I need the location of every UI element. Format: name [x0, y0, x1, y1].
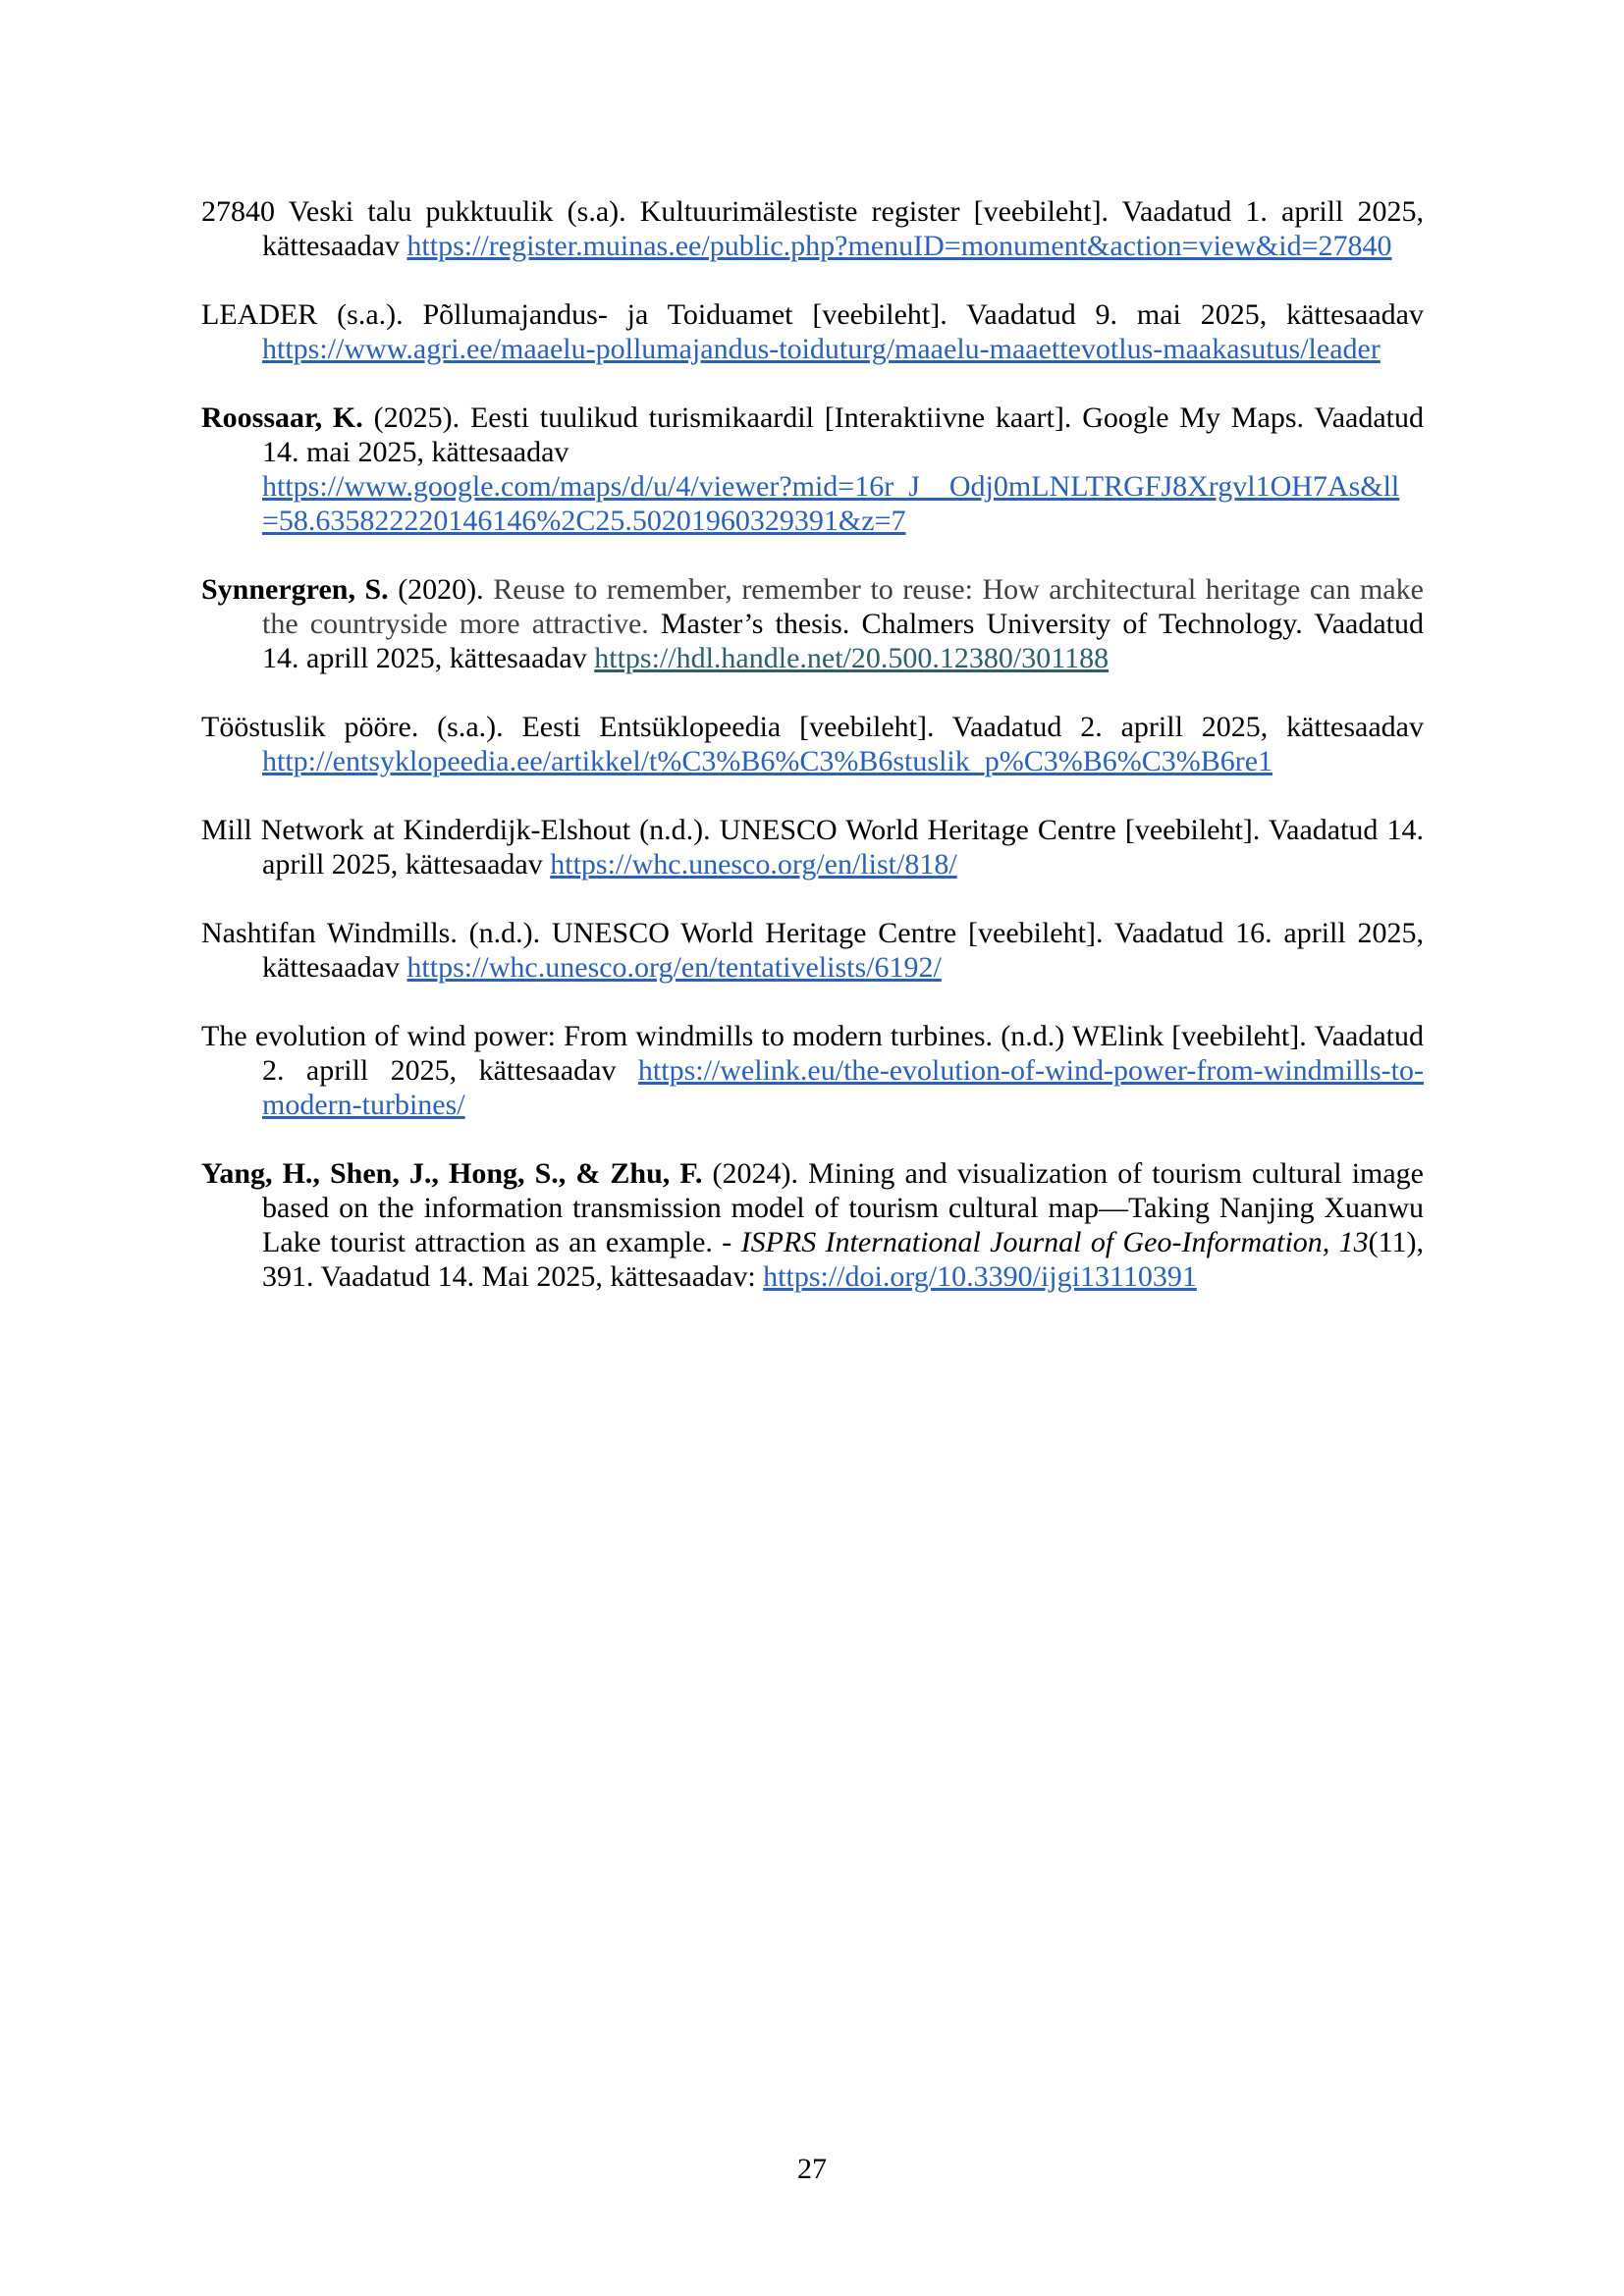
reference-text: aprill 2025, kättesaadav [262, 848, 551, 881]
reference-entry [201, 1019, 1424, 1122]
reference-link[interactable]: modern-turbines/ [262, 1089, 465, 1121]
reference-line [262, 229, 1424, 263]
reference-text: 2. aprill 2025, kättesaadav [262, 1054, 638, 1087]
reference-line [201, 572, 1424, 607]
reference-line [262, 847, 1424, 881]
reference-link[interactable]: http://entsyklopeedia.ee/artikkel/t%C3%B6%C3%B6stuslik_p%C3%B6%C3%B6re1 [262, 745, 1273, 777]
reference-line [201, 194, 1424, 229]
reference-text: Nashtifan Windmills. (n.d.). UNESCO World Heritage Centre [veebileht]. Vaadatud 16. aprill 2025, [201, 917, 1424, 949]
reference-line [262, 1225, 1424, 1259]
reference-text: Tööstuslik pööre. (s.a.). Eesti Entsüklopeedia [veebileht]. Vaadatud 2. aprill 2025, kättesaadav [201, 711, 1424, 743]
reference-text: Master’s thesis. Chalmers University of Technology. Vaadatud [648, 608, 1424, 640]
reference-link[interactable]: https://www.agri.ee/maaelu-pollumajandus-toiduturg/maaelu-maaettevotlus-maakasutus/leader [262, 333, 1380, 365]
page-number: 27 [797, 2153, 827, 2185]
reference-entry [201, 572, 1424, 675]
reference-line [262, 744, 1424, 778]
reference-line [201, 710, 1424, 744]
reference-entry [201, 710, 1424, 778]
reference-text: kättesaadav [262, 951, 407, 984]
reference-line [262, 504, 1424, 538]
reference-text: Lake tourist attraction as an example. - [262, 1226, 741, 1258]
reference-line [262, 1259, 1424, 1294]
reference-link[interactable]: =58.635822220146146%2C25.50201960329391&z=7 [262, 505, 906, 537]
reference-line [201, 400, 1424, 435]
reference-link[interactable]: https://whc.unesco.org/en/tentativelists/6192/ [406, 951, 942, 984]
reference-link[interactable]: https://whc.unesco.org/en/list/818/ [550, 848, 957, 881]
reference-text: (2024). Mining and visualization of tourism cultural image [702, 1157, 1424, 1190]
references-list [201, 194, 1424, 1328]
reference-line [262, 435, 1424, 469]
reference-text: 391. Vaadatud 14. Mai 2025, kättesaadav: [262, 1260, 764, 1293]
reference-line [262, 332, 1424, 366]
reference-link[interactable]: https://hdl.handle.net/20.500.12380/301188 [594, 642, 1110, 674]
reference-line [262, 950, 1424, 985]
reference-text: (2020). [388, 573, 494, 606]
reference-text: kättesaadav [262, 230, 407, 262]
reference-link[interactable]: https://register.muinas.ee/public.php?menuID=monument&action=view&id=27840 [406, 230, 1392, 262]
reference-line [262, 1191, 1424, 1225]
reference-text: 14. mai 2025, kättesaadav [262, 436, 569, 468]
reference-text: Synnergren, S. [201, 573, 389, 606]
reference-link[interactable]: https://www.google.com/maps/d/u/4/viewer?mid=16r_J__Odj0mLNLTRGFJ8Xrgvl1OH7As&ll [262, 470, 1400, 503]
reference-link[interactable]: https://doi.org/10.3390/ijgi13110391 [763, 1260, 1197, 1293]
reference-line [201, 813, 1424, 847]
reference-text: ISPRS International Journal of Geo-Information, 13 [740, 1226, 1369, 1258]
reference-text: Yang, H., Shen, J., Hong, S., & Zhu, F. [201, 1157, 703, 1190]
reference-line [262, 469, 1424, 504]
reference-entry [201, 297, 1424, 366]
reference-text: Roossaar, K. [201, 401, 363, 434]
reference-line [262, 641, 1424, 675]
reference-link[interactable]: https://welink.eu/the-evolution-of-wind-power-from-windmills-to- [637, 1054, 1424, 1087]
reference-text: Reuse to remember, remember to reuse: How architectural heritage can make [493, 573, 1424, 606]
reference-entry [201, 813, 1424, 881]
reference-entry [201, 400, 1424, 538]
reference-text: the countryside more attractive. [262, 608, 649, 640]
reference-line [201, 1156, 1424, 1191]
reference-line [201, 1019, 1424, 1053]
reference-entry [201, 194, 1424, 263]
reference-text: LEADER (s.a.). Põllumajandus- ja Toiduamet [veebileht]. Vaadatud 9. mai 2025, kättesaadav [201, 298, 1424, 331]
reference-line [262, 1088, 1424, 1122]
reference-line [201, 916, 1424, 950]
reference-line [201, 297, 1424, 332]
reference-line [262, 1053, 1424, 1088]
reference-text: (11), [1368, 1226, 1424, 1258]
reference-text: 14. aprill 2025, kättesaadav [262, 642, 595, 674]
reference-line [262, 607, 1424, 641]
reference-text: Mill Network at Kinderdijk-Elshout (n.d.). UNESCO World Heritage Centre [veebileht]. Vaadatud 14. [201, 814, 1424, 846]
reference-entry [201, 1156, 1424, 1294]
reference-text: (2025). Eesti tuulikud turismikaardil [Interaktiivne kaart]. Google My Maps. Vaadatud [362, 401, 1424, 434]
reference-text: based on the information transmission model of tourism cultural map—Taking Nanjing Xuanwu [262, 1192, 1424, 1224]
reference-entry [201, 916, 1424, 985]
reference-text: The evolution of wind power: From windmills to modern turbines. (n.d.) WElink [veebileht]. Vaadatud [201, 1020, 1424, 1052]
reference-text: 27840 Veski talu pukktuulik (s.a). Kultuurimälestiste register [veebileht]. Vaadatud 1. aprill 2025, [201, 195, 1424, 228]
